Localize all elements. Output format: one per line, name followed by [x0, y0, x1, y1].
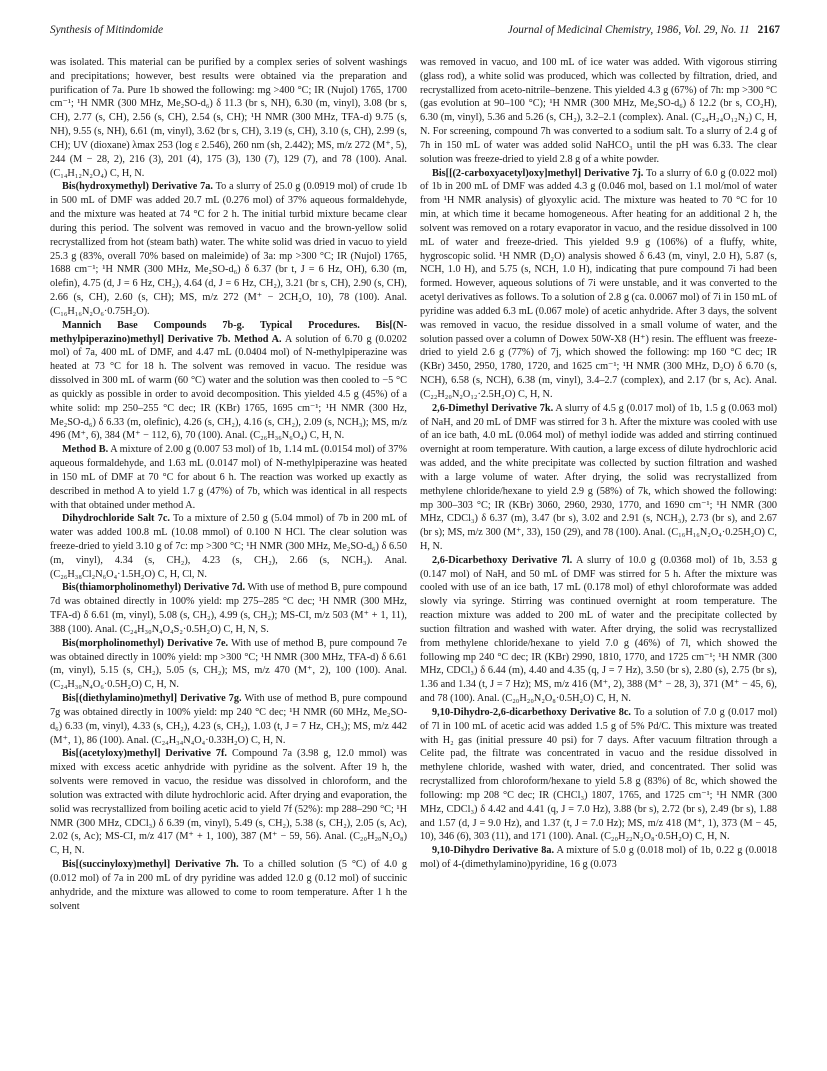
- paragraph: [420, 844, 777, 872]
- paragraph-text: With use of method B, pure compound 7g was obtained directly in 100% yield: mp 240 °C dec; ¹H NMR (60 MHz, Me₂SO-d₆) 6.33 (m, vinyl), 4.33 (s, CH₂), 4.23 (s, CH₂), 1.03 (t, J = 7 Hz, CH₃); MS, m/z 442 (M⁺, 1), 86 (100). Anal. (C₂₄H₃₄N₄O₄·0.33H₂O) C, H, N.: [50, 693, 407, 746]
- paragraph: [50, 637, 407, 692]
- header-article-title: Synthesis of Mitindomide: [50, 24, 164, 36]
- paragraph-heading: Bis(thiamorpholinomethyl) Derivative 7d.: [62, 582, 246, 594]
- paragraph: [50, 692, 407, 747]
- paragraph: [420, 554, 777, 706]
- paragraph-text: To a slurry of 6.0 g (0.022 mol) of 1b in 200 mL of DMF was added 4.3 g (0.046 mol, based on 1.1 mol/mol of water from ¹H NMR analysis) of glyoxylic acid. The mixture was heated to 70 °C for 10 min, at which time it became homogeneous. After heating for an additional 2 h, the solvent was removed on a rotary evaporator in vacuo, and the residue dissolved in 100 mL of water and freeze-dried. This yielded 9.9 g (106%) of a fluffy, white, hygroscopic solid. ¹H NMR (D₂O) analysis showed δ 6.43 (m, vinyl, 2.0 H), 5.87 (s, NCH, 1.0 H), and 5.75 (s, NCH, 1.0 H), indicating that pure compound 7i had been formed. However, aqueous solutions of 7i were unstable, and it was converted to the acetyl derivatives as follows. To a solution of 2.8 g (ca. 0.0067 mol) of 7i in 150 mL of pyridine was added 6.3 mL (0.067 mole) of acetic anhydride. After 3 days, the solvent was removed in vacuo, the residue dissolved in a small volume of water, and the solution passed over a column of Dowex 50W-X8 (H⁺) resin. The effluent was freeze-dried to yield 2.6 g (77%) of 7j, which showed the following: mp 160 °C dec; IR (KBr) 3450, 2950, 1780, 1720, and 1625 cm⁻¹; ¹H NMR (300 MHz, D₂O) δ 6.70 (s, NCH), 6.58 (s, NCH), 6.38 (m, vinyl), 3.4–2.7 (complex), and 2.17 (br s, Ac). Anal. (C₂₂H₂₀N₂O₁₂·2.5H₂O) C, H, N.: [420, 167, 777, 400]
- right-text-column: [420, 56, 777, 872]
- paragraph-text: was removed in vacuo, and 100 mL of ice water was added. With vigorous stirring (glass rod), a white solid was produced, which was collected by filtration, dried, and recrystallized from aceto-nitrile–benzene. This yielded 4.3 g (67%) of 7h: mp >300 °C (gas evolution at 90–100 °C); ¹H NMR (300 MHz, Me₂SO-d₆) δ 12.2 (br s, CO₂H), 6.30 (m, vinyl), 5.36 and 5.26 (s, CH₂), 3.2–2.1 (complex). Anal. (C₂₄H₂₄O₁₂N₂) C, H, N. For screening, compound 7h was converted to a sodium salt. To a slurry of 2.4 g of 7h in 150 mL of water was added solid NaHCO₃ until the pH was 6.33. The clear solution was freeze-dried to yield 2.8 g of a white powder.: [420, 57, 777, 165]
- paragraph-text: was isolated. This material can be purified by a complex series of solvent washings and precipitations; however, best results were obtained via the preparation and purification of 7a. Pure 1b showed the following: mg >400 °C; IR (Nujol) 1765, 1700 cm⁻¹; ¹H NMR (300 MHz, Me₂SO-d₆) δ 11.3 (br s, NH), 6.30 (m, vinyl), 3.08 (br s, CH), 2.77 (s, CH), 2.56 (s, CH), 2.54 (s, CH); ¹H NMR (300 MHz, TFA-d) 9.75 (s, NH), 9.55 (s, NH), 6.61 (m, vinyl), 3.62 (br s, CH), 3.19 (s, CH), 3.10 (s, CH), 2.99 (s, CH); UV (dioxane) λmax 253 (log ε 2.546), 260 nm (sh, 2.442); MS, m/z 272 (M⁺, 5), 244 (M − 28, 2), 216 (3), 201 (4), 175 (3), 130 (7), 129 (7), and 78 (100). Anal. (C₁₄H₁₂N₂O₄) C, H, N.: [50, 57, 407, 179]
- paragraph: [420, 706, 777, 844]
- paragraph: [420, 402, 777, 554]
- paragraph-heading: Bis[[(2-carboxyacetyl)oxy]methyl] Derivative 7j.: [432, 167, 644, 179]
- paragraph: [50, 512, 407, 581]
- header-page-number: 2167: [757, 24, 780, 36]
- paragraph: [50, 581, 407, 636]
- paragraph: [50, 443, 407, 512]
- paragraph: [50, 319, 407, 443]
- paragraph-text: Compound 7a (3.98 g, 12.0 mmol) was mixed with excess acetic anhydride with pyridine as the solvent. After 19 h, the solvents were removed in vacuo, the residue was dissolved in chloroform, and the solution was extracted with dilute hydrochloric acid. After drying and evaporation, the solid was recrystallized from boiling acetic acid to yield 7f (52%): mp 288–290 °C; ¹H NMR (300 MHz, CDCl₃) δ 6.39 (m, vinyl), 5.49 (s, CH₂), 5.38 (s, CH₂), 2.05 (s, Ac), 2.02 (s, Ac); MS-CI, m/z 417 (M⁺ + 1, 100), 387 (M⁺ − 59, 56). Anal. (C₂₀H₂₀N₂O₈) C, H, N.: [50, 748, 408, 857]
- paragraph-heading: 9,10-Dihydro-2,6-dicarbethoxy Derivative 8c.: [432, 706, 631, 718]
- paragraph-text: With use of method B, pure compound 7e was obtained directly in 100% yield: mp >300 °C; ¹H NMR (300 MHz, TFA-d) δ 6.61 (m, vinyl), 5.15 (s, CH₂), 5.05 (s, CH₂); MS, m/z 470 (M⁺, 2), 100 (100). Anal. (C₂₄H₃₀N₄O₆·0.5H₂O) C, H, N.: [50, 637, 407, 691]
- paragraph-text: A mixture of 5.0 g (0.018 mol) of 1b, 0.22 g (0.0018 mol) of 4-(dimethylamino)pyridine, 16 g (0.073: [420, 845, 778, 871]
- paragraph-text: To a slurry of 25.0 g (0.0919 mol) of crude 1b in 500 mL of DMF was added 20.7 mL (0.276 mol) of 37% aqueous formaldehyde, and the mixture was heated at 74 °C for 2 h. The initial turbid mixture became clear during this period. The solvent was removed in vacuo and the brown-yellow solid recrystallized from hot (steam bath) water. The white solid was dried in vacuo to yield 25.3 g (83%, overall 70% based on maleimide) of 3a: mp >300 °C; IR (Nujol) 1765, 1688 cm⁻¹; ¹H NMR (300 MHz, Me₂SO-d₆) δ 6.37 (br t, J = 6 Hz, OH), 6.30 (m, olefin), 4.75 (d, J = 6 Hz, CH₂), 4.64 (d, J = 6 Hz, CH₂), 3.21 (br s, CH), 2.90 (s, CH), 2.66 (s, CH), 2.60 (s, CH); MS, m/z 272 (M⁺ − 2CH₂O, 10), 78 (100). Anal. (C₁₆H₁₆N₂O₆·0.75H₂O).: [50, 181, 407, 317]
- left-text-column: [50, 56, 407, 913]
- paragraph-text: To a solution of 7.0 g (0.017 mol) of 7l in 100 mL of acetic acid was added 1.5 g of 5% Pd/C. This mixture was treated with H₂ gas (initial pressure 40 psi) for 7 days. After vacuum filtration through a Celite pad, the filtrate was concentrated in vacuo and the residue dissolved in methylene chloride, washed with water, dried, and concentrated. Ther solid was recrystallized from chloroform/hexane to yield 5.8 g (83%) of 8c, which showed the following: mp 208 °C dec; IR (CHCl₃) 1807, 1765, and 1725 cm⁻¹; ¹H NMR (300 MHz, CDCl₃) δ 4.42 and 4.41 (q, J = 7.0 Hz), 3.88 (br s), 2.72 (br s), 2.49 (br s), 1.88 and 1.57 (d, J = 9.0 Hz), and 1.37 (t, J = 7.0 Hz); MS, m/z 418 (M⁺, 1), 373 (M − 45, 10), 346 (6), 303 (11), and 171 (100). Anal. (C₂₀H₂₂N₂O₈·0.5H₂O) C, H, N.: [420, 706, 777, 843]
- paragraph: [50, 180, 407, 318]
- paragraph-heading: 2,6-Dicarbethoxy Derivative 7l.: [432, 554, 573, 566]
- paragraph-heading: Bis(morpholinomethyl) Derivative 7e.: [62, 637, 229, 649]
- paragraph-text: To a chilled solution (5 °C) of 4.0 g (0.012 mol) of 7a in 200 mL of dry pyridine was added 12.0 g (0.12 mol) of succinic anhydride, and the mixture was allowed to come to room temperature. After 1 h the solvent: [50, 859, 407, 912]
- paragraph-text: A mixture of 2.00 g (0.007 53 mol) of 1b, 1.14 mL (0.0154 mol) of 37% aqueous formaldehyde, and 1.63 mL (0.0147 mol) of N-methylpiperazine was heated in 150 mL of DMF at 70 °C for about 6 h. The reaction was worked up exactly as described in method A to yield 1.7 g (47%) of 7b, which was identical in all respects with that obtained under method A.: [50, 444, 408, 511]
- paragraph-heading: Bis[(succinyloxy)methyl] Derivative 7h.: [62, 859, 239, 871]
- paragraph-heading: Bis[(diethylamino)methyl] Derivative 7g.: [62, 693, 242, 705]
- paragraph: [50, 56, 407, 180]
- paragraph-heading: Bis(hydroxymethyl) Derivative 7a.: [62, 181, 213, 193]
- paragraph: [420, 56, 777, 167]
- paragraph-text: With use of method B, pure compound 7d was obtained directly in 100% yield: mp 275–285 °C dec; ¹H NMR (300 MHz, TFA-d) δ 6.61 (m, vinyl), 5.08 (s, CH₂), 4.99 (s, CH₂); MS-CI, m/z 503 (M⁺ + 1, 11), 388 (100). Anal. (C₂₄H₃₀N₄O₄S₂·0.5H₂O) C, H, N, S.: [50, 582, 407, 635]
- paragraph-heading: 2,6-Dimethyl Derivative 7k.: [432, 402, 554, 414]
- paragraph-text: A slurry of 10.0 g (0.0368 mol) of 1b, 3.53 g (0.147 mol) of NaH, and 50 mL of DMF was stirred for 5 h. After the mixture was cooled with use of an ice bath, 17 mL (0.178 mol) of ethyl chloroformate was added slowly via syringe. Stirring was continued overnight at room temperature. The reaction mixture was added to 200 mL of water and the precipitate collected by suction filtration and washed with water. After drying, the solid was recrystallized from methylene chloride/hexane to yield 7.0 g (46%) of 7l, which showed the following mp 240 °C dec; IR (KBr) 2990, 1810, 1770, and 1725 cm⁻¹; ¹H NMR (300 MHz, CDCl₃) δ 6.44 (m), 4.40 and 4.35 (q, J = 7 Hz), 3.50 (br s), 2.80 (s), 2.75 (br s), 1.36 and 1.34 (t, J = 7 Hz); MS, m/z 416 (M⁺, 2), 388 (M⁺ − 28, 3), 371 (M⁺ − 45, 6), and 78 (100). Anal. (C₂₀H₂₀N₂O₈·0.5H₂O) C, H, N.: [420, 554, 777, 705]
- running-header: [50, 24, 780, 44]
- paragraph-heading: Bis[(acetyloxy)methyl] Derivative 7f.: [62, 748, 227, 760]
- paragraph-text: To a mixture of 2.50 g (5.04 mmol) of 7b in 200 mL of water was added 100.8 mL (10.08 mmol) of 0.100 N HCl. The clear solution was freeze-dried to yield 3.10 g of 7c: mp >300 °C; ¹H NMR (300 MHz, Me₂SO-d₆) δ 6.50 (m, vinyl), 4.34 (s, CH₂), 4.23 (s, CH₂), 2.66 (s, NCH₃). Anal. (C₂₆H₃₈Cl₂N₆O₄·1.5H₂O) C, H, Cl, N.: [50, 513, 407, 580]
- paragraph: [420, 167, 777, 402]
- paragraph: [50, 747, 407, 858]
- paragraph-heading: 9,10-Dihydro Derivative 8a.: [432, 845, 555, 857]
- paragraph-heading: Mannich Base Compounds 7b-g. Typical Procedures. Bis[(N-methylpiperazino)methyl] Derivative 7b. Method A.: [50, 319, 407, 345]
- header-journal-info: [508, 24, 780, 36]
- paragraph-text: A slurry of 4.5 g (0.017 mol) of 1b, 1.5 g (0.063 mol) of NaH, and 20 mL of DMF was stirred for 3 h. After the mixture was cooled with use of an ice bath, 4.0 mL (0.064 mol) of methyl iodide was added and stirring continued overnight at room temperature. With caution, a large excess of dilute hydrochloric acid was added, and the white precipitate was collected by suction filtration and washed with a large volume of water. After drying, the solid was recrystallized from methylene chloride/hexane to yield 2.9 g (58%) of 7k, which showed the following: mp 300–303 °C; IR (KBr) 3060, 2960, 2930, 1770, and 1690 cm⁻¹; ¹H NMR (300 MHz, CDCl₃) δ 6.37 (m), 3.47 (br s), 3.02 and 2.91 (s, NCH₃), 2.73 (br s), and 2.67 (br s); MS, m/z 300 (M⁺, 33), 150 (29), and 78 (100). Anal. (C₁₆H₁₆N₂O₄·0.25H₂O) C, H, N.: [420, 402, 778, 552]
- paragraph-text: A solution of 6.70 g (0.0202 mol) of 7a, 400 mL of DMF, and 4.47 mL (0.0404 mol) of N-methylpiperazine was heated at 73 °C for 18 h. The solvent was removed in vacuo. The residue was dissolved in 300 mL of warm (60 °C) water and the solution was then cooled to −5 °C as quickly as possible in order to avoid decomposition. This yielded 4.5 g (45%) of a white solid: mp 250–255 °C dec; IR (KBr) 1765, 1695 cm⁻¹; ¹H NMR (300 Hz, Me₂SO-d₆) δ 6.33 (m, olefinic), 4.26 (s, CH₂), 4.16 (s, CH₂), 2.09 (s, NCH₃); MS, m/z 496 (M⁺, 6), 384 (M⁺ − 112, 6), 70 (100). Anal. (C₂₆H₃₆N₆O₄) C, H, N.: [50, 333, 407, 442]
- paragraph-heading: Dihydrochloride Salt 7c.: [62, 513, 170, 525]
- paragraph: [50, 858, 407, 913]
- paragraph-heading: Method B.: [62, 444, 109, 456]
- header-journal-citation: Journal of Medicinal Chemistry, 1986, Vol. 29, No. 11: [507, 24, 750, 36]
